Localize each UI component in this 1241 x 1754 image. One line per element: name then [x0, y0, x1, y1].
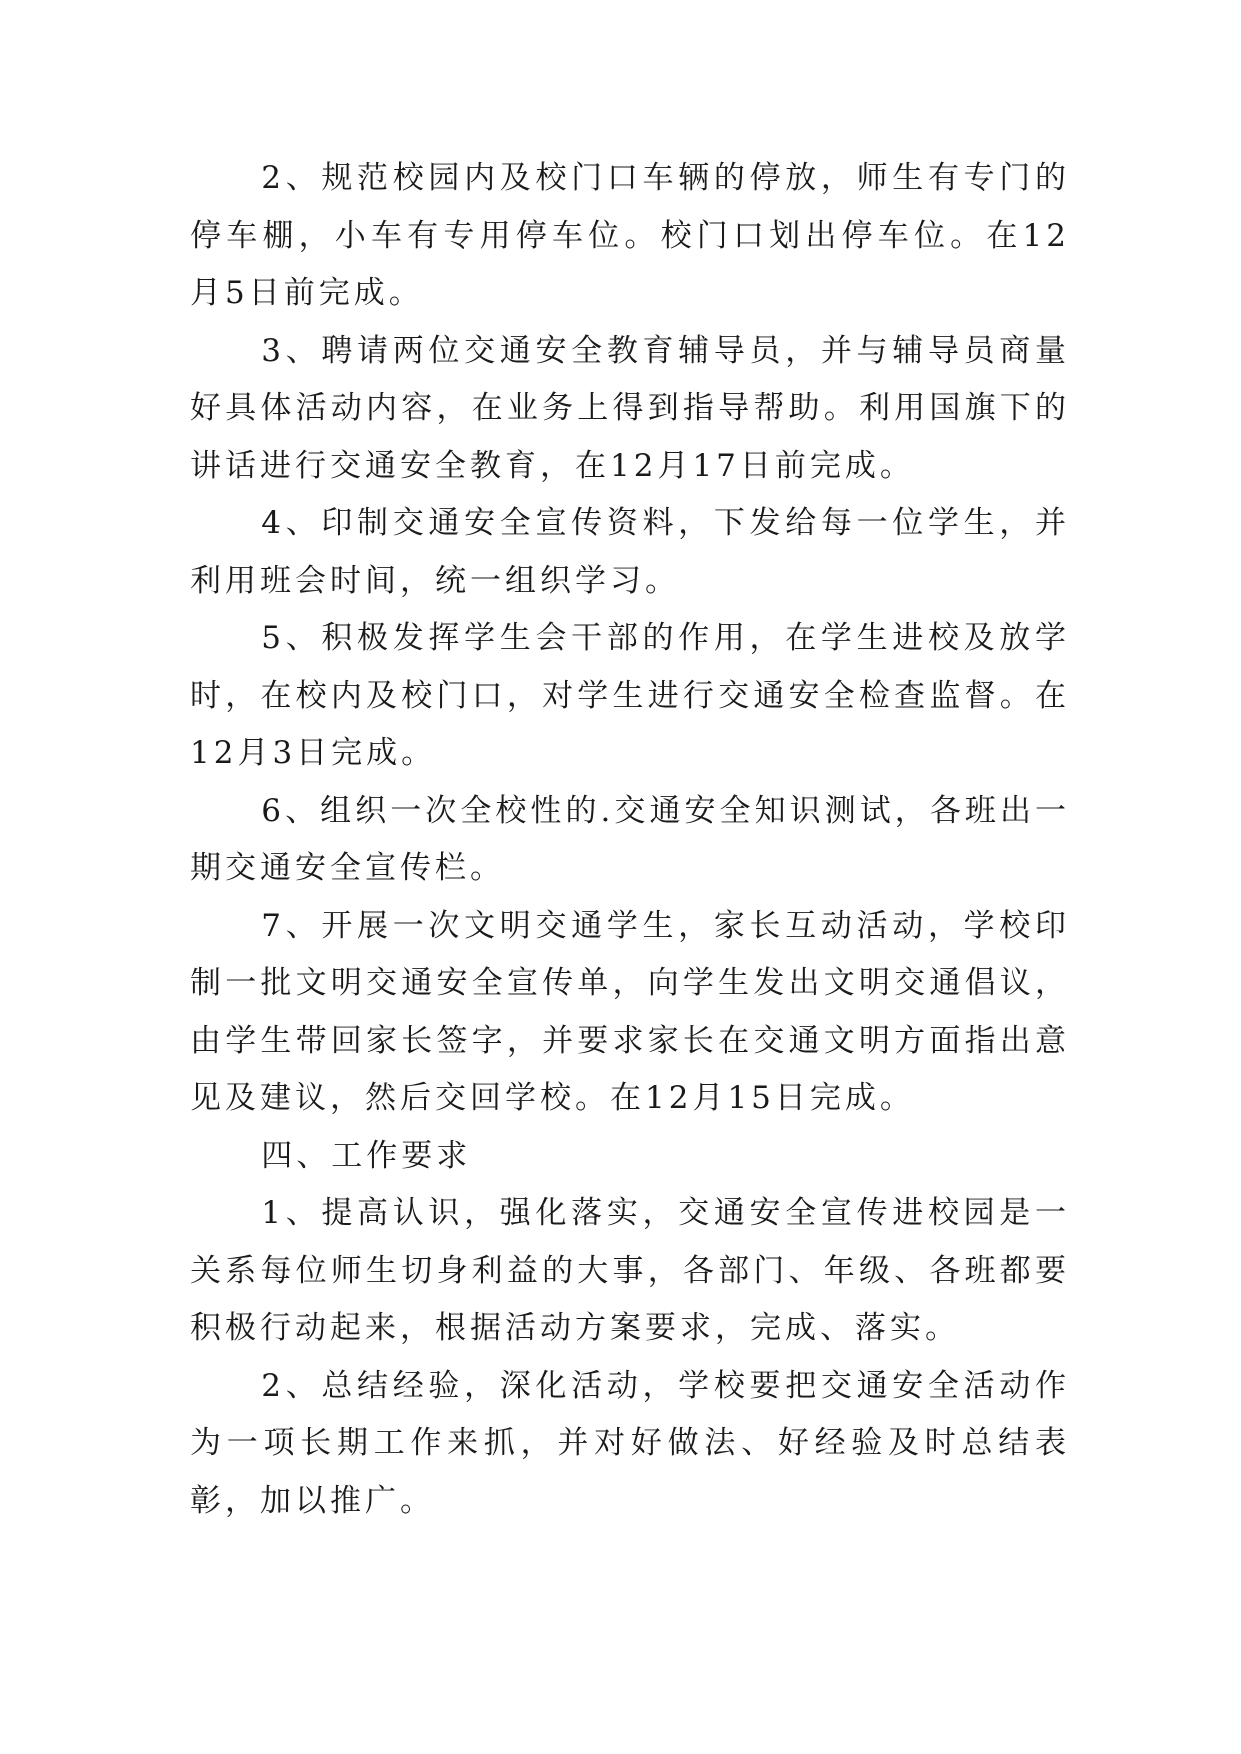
paragraph-item-4: 4、印制交通安全宣传资料，下发给每一位学生，并利用班会时间，统一组织学习。 — [190, 505, 1070, 599]
requirement-item-1: 1、提高认识，强化落实，交通安全宣传进校园是一关系每位师生切身利益的大事，各部门、年级、各班都要积极行动起来，根据活动方案要求，完成、落实。 — [190, 1195, 1070, 1346]
requirement-item-2: 2、总结经验，深化活动，学校要把交通安全活动作为一项长期工作来抓，并对好做法、好经验及时总结表彰，加以推广。 — [190, 1367, 1070, 1519]
paragraph-item-6: 6、组织一次全校性的.交通安全知识测试，各班出一期交通安全宣传栏。 — [190, 792, 1070, 886]
paragraph-item-7: 7、开展一次文明交通学生，家长互动活动，学校印制一批文明交通安全宣传单，向学生发出文明交通倡议，由学生带回家长签字，并要求家长在交通文明方面指出意见及建议，然后交回学校。在12月15日完成。 — [190, 907, 1070, 1116]
paragraph-item-2: 2、规范校园内及校门口车辆的停放，师生有专门的停车棚，小车有专用停车位。校门口划出停车位。在12月5日前完成。 — [190, 160, 1070, 311]
paragraph-item-5: 5、积极发挥学生会干部的作用，在学生进校及放学时，在校内及校门口，对学生进行交通安全检查监督。在12月3日完成。 — [190, 620, 1070, 771]
section-heading: 四、工作要求 — [261, 1137, 472, 1174]
document-body — [190, 150, 1070, 1530]
paragraph-item-3: 3、聘请两位交通安全教育辅导员，并与辅导员商量好具体活动内容，在业务上得到指导帮助。利用国旗下的讲话进行交通安全教育，在12月17日前完成。 — [190, 332, 1070, 484]
